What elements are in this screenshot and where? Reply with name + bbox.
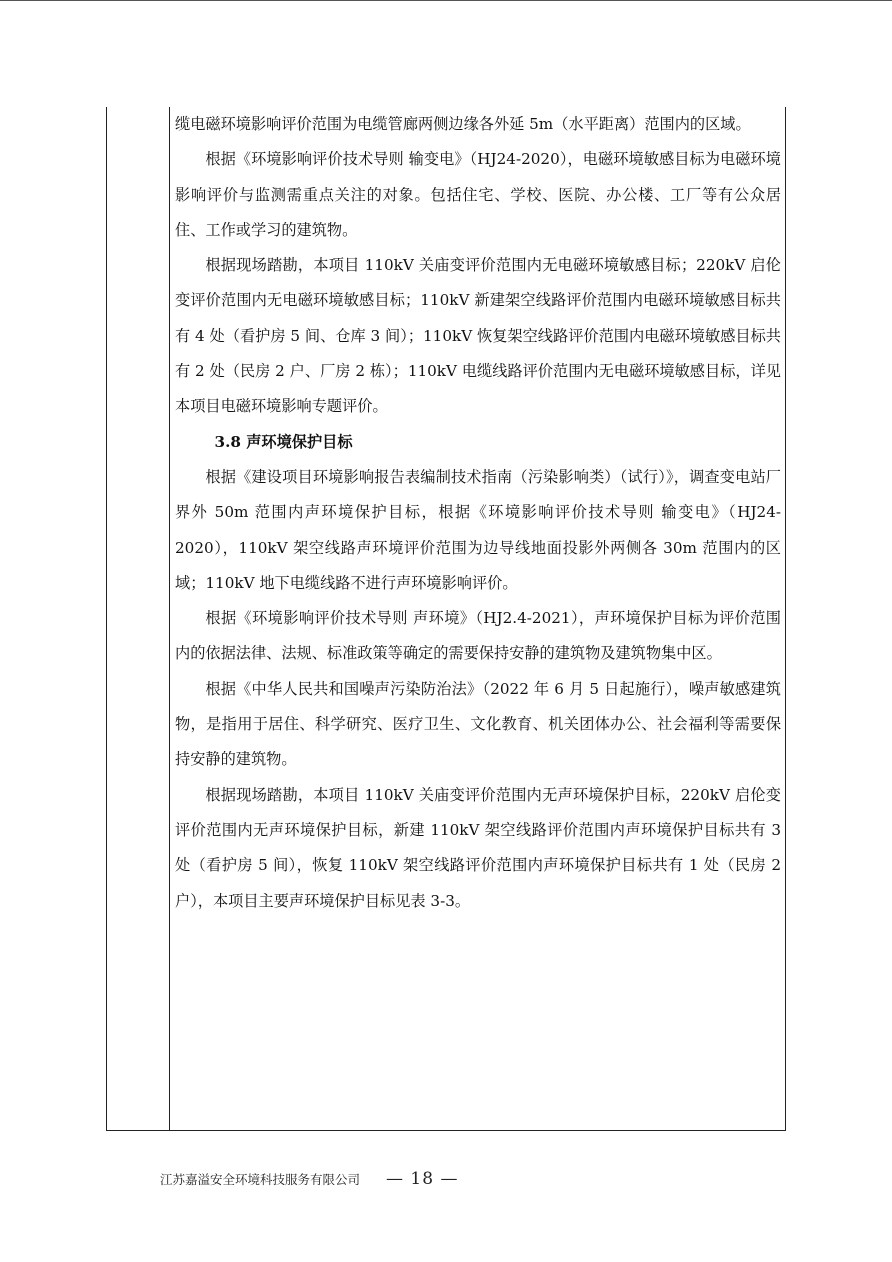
section-heading: 3.8 声环境保护目标 xyxy=(214,432,353,451)
paragraph-continued: 缆电磁环境影响评价范围为电缆管廊两侧边缘各外延 5m（水平距离）范围内的区域。 xyxy=(175,115,751,133)
paragraph-noise-survey: 根据现场踏勘，本项目 110kV 关庙变评价范围内无声环境保护目标，220kV 启伦变评价范围内无声环境保护目标，新建 110kV 架空线路评价范围内声环境保护目标共有 3 处（看护房 5 间），恢复 110kV 架空线路评价范围内声环境保护目标共有 1 处（民房 2 户），本项目主要声环境保护目标见表 3-3。 xyxy=(175,785,781,910)
page-top-rule xyxy=(0,0,892,1)
page-footer xyxy=(160,1164,640,1194)
content-table xyxy=(106,107,786,1131)
table-column-divider xyxy=(169,107,170,1130)
table-content-cell xyxy=(175,107,781,919)
paragraph-noise-scope: 根据《建设项目环境影响报告表编制技术指南（污染影响类）（试行）》，调查变电站厂界外 50m 范围内声环境保护目标，根据《环境影响评价技术导则 输变电》（HJ24-2020），110kV 架空线路声环境评价范围为边导线地面投影外两侧各 30m 范围内的区域；110kV 地下电缆线路不进行声环境影响评价。 xyxy=(175,467,781,592)
footer-company: 江苏嘉溢安全环境科技服务有限公司 xyxy=(160,1172,361,1187)
paragraph-em-targets-survey: 根据现场踏勘，本项目 110kV 关庙变评价范围内无电磁环境敏感目标；220kV 启伦变评价范围内无电磁环境敏感目标；110kV 新建架空线路评价范围内电磁环境敏感目标共有 4 处（看护房 5 间、仓库 3 间）；110kV 恢复架空线路评价范围内电磁环境敏感目标共有 2 处（民房 2 户、厂房 2 栋）；110kV 电缆线路评价范围内无电磁环境敏感目标，详见本项目电磁环境影响专题评价。 xyxy=(175,256,781,416)
paragraph-noise-law: 根据《中华人民共和国噪声污染防治法》（2022 年 6 月 5 日起施行），噪声敏感建筑物，是指用于居住、科学研究、医疗卫生、文化教育、机关团体办公、社会福利等需要保持安静的建筑物。 xyxy=(175,679,781,769)
paragraph-em-targets-definition: 根据《环境影响评价技术导则 输变电》（HJ24-2020），电磁环境敏感目标为电磁环境影响评价与监测需重点关注的对象。包括住宅、学校、医院、办公楼、工厂等有公众居住、工作或学习的建筑物。 xyxy=(175,150,781,239)
paragraph-noise-definition: 根据《环境影响评价技术导则 声环境》（HJ2.4-2021），声环境保护目标为评价范围内的依据法律、法规、标准政策等确定的需要保持安静的建筑物及建筑物集中区。 xyxy=(175,609,781,663)
page-number: — 18 — xyxy=(386,1169,459,1189)
